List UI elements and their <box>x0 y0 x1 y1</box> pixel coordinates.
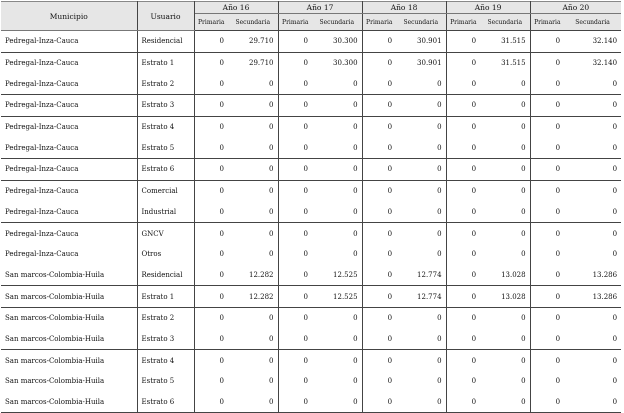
cell-municipio: San marcos-Colombia-Huila <box>5 270 105 279</box>
cell-secundaria: 30.901 <box>396 52 446 73</box>
header-secundaria: Secundaria <box>228 14 278 31</box>
cell-municipio: Pedregal-Inza-Cauca <box>5 250 79 259</box>
cell-primaria: 0 <box>194 95 228 117</box>
cell-primaria: 0 <box>530 244 564 265</box>
table-body <box>1 31 621 413</box>
cell-secundaria: 0 <box>269 79 274 88</box>
cell-secundaria: 0 <box>564 116 621 137</box>
cell-secundaria: 0 <box>396 116 446 137</box>
cell-secundaria: 12.525 <box>333 270 358 279</box>
table-row <box>1 265 621 286</box>
cell-secundaria: 0 <box>564 350 621 371</box>
cell-secundaria: 0 <box>564 392 621 413</box>
cell-primaria: 0 <box>278 202 312 223</box>
cell-secundaria: 30.300 <box>312 31 362 53</box>
cell-secundaria: 0 <box>564 307 621 328</box>
table-row <box>1 52 621 73</box>
header-usuario: Usuario <box>137 2 194 31</box>
table-row <box>1 307 621 328</box>
table-row <box>1 286 621 308</box>
cell-primaria: 0 <box>278 137 312 158</box>
cell-secundaria: 0 <box>312 116 362 137</box>
cell-usuario: Estrato 5 <box>137 137 194 158</box>
cell-primaria: 0 <box>362 350 396 371</box>
cell-secundaria: 0 <box>437 79 442 88</box>
cell-municipio: San marcos-Colombia-Huila <box>5 334 105 343</box>
cell-municipio: Pedregal-Inza-Cauca <box>1 52 137 73</box>
cell-secundaria: 0 <box>480 116 530 137</box>
header-year: Año 20 <box>530 2 621 14</box>
cell-municipio: San marcos-Colombia-Huila <box>5 377 105 386</box>
cell-secundaria: 0 <box>396 350 446 371</box>
cell-primaria: 0 <box>446 307 480 328</box>
cell-secundaria: 0 <box>437 207 442 216</box>
cell-primaria: 0 <box>194 52 228 73</box>
cell-secundaria: 32.140 <box>564 31 621 53</box>
cell-usuario: Residencial <box>137 31 194 53</box>
cell-usuario: Estrato 1 <box>137 52 194 73</box>
header-secundaria: Secundaria <box>396 14 446 31</box>
table-container <box>1 1 621 413</box>
cell-primaria: 0 <box>446 392 480 413</box>
cell-secundaria: 0 <box>437 250 442 259</box>
cell-secundaria: 0 <box>437 334 442 343</box>
cell-secundaria: 12.282 <box>228 286 278 308</box>
cell-municipio: San marcos-Colombia-Huila <box>1 286 137 308</box>
cell-secundaria: 0 <box>312 159 362 181</box>
cell-primaria: 0 <box>278 371 312 392</box>
header-year: Año 16 <box>194 2 278 14</box>
cell-usuario: Estrato 4 <box>137 350 194 371</box>
cell-primaria: 0 <box>362 202 396 223</box>
cell-primaria: 0 <box>446 137 480 158</box>
cell-primaria: 0 <box>278 31 312 53</box>
cell-secundaria: 0 <box>269 334 274 343</box>
cell-primaria: 0 <box>219 377 224 386</box>
cell-secundaria: 0 <box>269 143 274 152</box>
cell-primaria: 0 <box>278 73 312 94</box>
cell-secundaria: 32.140 <box>564 52 621 73</box>
cell-secundaria: 13.028 <box>501 270 526 279</box>
cell-municipio: San marcos-Colombia-Huila <box>1 392 137 413</box>
cell-primaria: 0 <box>362 244 396 265</box>
header-year: Año 18 <box>362 2 446 14</box>
header-primaria: Primaria <box>530 14 564 31</box>
cell-municipio: Pedregal-Inza-Cauca <box>5 207 79 216</box>
cell-primaria: 0 <box>194 307 228 328</box>
cell-secundaria: 0 <box>521 334 526 343</box>
cell-secundaria: 0 <box>396 95 446 117</box>
cell-primaria: 0 <box>278 350 312 371</box>
cell-secundaria: 0 <box>612 250 618 259</box>
cell-secundaria: 0 <box>612 334 618 343</box>
cell-primaria: 0 <box>278 223 312 244</box>
cell-primaria: 0 <box>278 244 312 265</box>
cell-primaria: 0 <box>446 31 480 53</box>
cell-secundaria: 0 <box>437 377 442 386</box>
cell-primaria: 0 <box>362 52 396 73</box>
cell-primaria: 0 <box>362 180 396 201</box>
cell-secundaria: 0 <box>228 223 278 244</box>
cell-secundaria: 30.901 <box>396 31 446 53</box>
cell-primaria: 0 <box>530 350 564 371</box>
cell-secundaria: 0 <box>312 95 362 117</box>
table-row <box>1 392 621 413</box>
cell-secundaria: 0 <box>564 95 621 117</box>
table-row <box>1 137 621 158</box>
cell-secundaria: 0 <box>612 207 618 216</box>
table-row <box>1 180 621 201</box>
cell-primaria: 0 <box>362 371 396 392</box>
cell-usuario: Estrato 2 <box>137 307 194 328</box>
header-year: Año 19 <box>446 2 530 14</box>
cell-primaria: 0 <box>362 265 396 286</box>
cell-secundaria: 0 <box>312 180 362 201</box>
cell-primaria: 0 <box>362 95 396 117</box>
cell-usuario: Otros <box>137 244 194 265</box>
cell-usuario: Estrato 5 <box>137 371 194 392</box>
cell-primaria: 0 <box>278 95 312 117</box>
cell-secundaria: 0 <box>612 377 618 386</box>
data-table <box>1 1 621 413</box>
cell-primaria: 0 <box>530 223 564 244</box>
cell-secundaria: 0 <box>353 207 358 216</box>
cell-usuario: Estrato 6 <box>137 392 194 413</box>
cell-primaria: 0 <box>446 286 480 308</box>
cell-secundaria: 0 <box>269 207 274 216</box>
cell-primaria: 0 <box>530 52 564 73</box>
header-municipio: Municipio <box>1 2 137 31</box>
cell-secundaria: 29.710 <box>228 52 278 73</box>
cell-secundaria: 12.774 <box>417 270 442 279</box>
cell-primaria: 0 <box>219 143 224 152</box>
cell-secundaria: 0 <box>269 250 274 259</box>
cell-secundaria: 0 <box>396 223 446 244</box>
cell-secundaria: 0 <box>228 159 278 181</box>
cell-primaria: 0 <box>446 350 480 371</box>
cell-primaria: 0 <box>362 223 396 244</box>
cell-primaria: 0 <box>530 307 564 328</box>
cell-primaria: 0 <box>194 159 228 181</box>
cell-primaria: 0 <box>446 223 480 244</box>
cell-primaria: 0 <box>530 202 564 223</box>
cell-secundaria: 0 <box>312 350 362 371</box>
cell-usuario: Estrato 3 <box>137 95 194 117</box>
cell-primaria: 0 <box>530 31 564 53</box>
cell-primaria: 0 <box>446 244 480 265</box>
cell-usuario: Estrato 6 <box>137 159 194 181</box>
cell-secundaria: 0 <box>480 307 530 328</box>
cell-usuario: Estrato 4 <box>137 116 194 137</box>
cell-secundaria: 0 <box>228 392 278 413</box>
cell-primaria: 0 <box>446 159 480 181</box>
header-primaria: Primaria <box>362 14 396 31</box>
cell-municipio: Pedregal-Inza-Cauca <box>1 223 137 244</box>
cell-secundaria: 0 <box>480 392 530 413</box>
cell-primaria: 0 <box>446 180 480 201</box>
cell-municipio: Pedregal-Inza-Cauca <box>1 95 137 117</box>
cell-primaria: 0 <box>219 79 224 88</box>
cell-primaria: 0 <box>530 159 564 181</box>
cell-secundaria: 13.286 <box>592 270 618 279</box>
cell-primaria: 0 <box>446 95 480 117</box>
cell-primaria: 0 <box>278 329 312 350</box>
cell-secundaria: 13.286 <box>564 286 621 308</box>
cell-primaria: 0 <box>194 350 228 371</box>
cell-primaria: 0 <box>446 202 480 223</box>
header-year: Año 17 <box>278 2 362 14</box>
cell-secundaria: 0 <box>521 79 526 88</box>
cell-secundaria: 0 <box>353 334 358 343</box>
cell-secundaria: 0 <box>396 159 446 181</box>
cell-secundaria: 0 <box>480 159 530 181</box>
cell-secundaria: 0 <box>564 159 621 181</box>
cell-secundaria: 0 <box>480 180 530 201</box>
table-row <box>1 223 621 244</box>
cell-primaria: 0 <box>446 329 480 350</box>
cell-primaria: 0 <box>362 159 396 181</box>
cell-primaria: 0 <box>362 329 396 350</box>
table-row <box>1 244 621 265</box>
cell-primaria: 0 <box>278 286 312 308</box>
cell-primaria: 0 <box>362 116 396 137</box>
table-header <box>1 2 621 31</box>
cell-primaria: 0 <box>278 52 312 73</box>
cell-primaria: 0 <box>446 371 480 392</box>
header-primaria: Primaria <box>278 14 312 31</box>
cell-secundaria: 31.515 <box>480 31 530 53</box>
table-row <box>1 350 621 371</box>
cell-usuario: GNCV <box>137 223 194 244</box>
cell-primaria: 0 <box>530 371 564 392</box>
cell-municipio: Pedregal-Inza-Cauca <box>1 159 137 181</box>
table-row <box>1 73 621 94</box>
cell-secundaria: 0 <box>612 143 618 152</box>
cell-secundaria: 12.525 <box>312 286 362 308</box>
cell-primaria: 0 <box>278 116 312 137</box>
table-row <box>1 95 621 117</box>
cell-secundaria: 0 <box>353 377 358 386</box>
cell-municipio: Pedregal-Inza-Cauca <box>1 180 137 201</box>
cell-secundaria: 0 <box>228 95 278 117</box>
cell-secundaria: 0 <box>612 79 618 88</box>
cell-usuario: Estrato 1 <box>137 286 194 308</box>
cell-usuario: Estrato 3 <box>137 329 194 350</box>
cell-secundaria: 31.515 <box>480 52 530 73</box>
cell-primaria: 0 <box>194 180 228 201</box>
cell-primaria: 0 <box>219 334 224 343</box>
cell-secundaria: 0 <box>396 392 446 413</box>
cell-secundaria: 0 <box>312 307 362 328</box>
cell-secundaria: 0 <box>312 223 362 244</box>
table-row <box>1 329 621 350</box>
cell-secundaria: 0 <box>312 392 362 413</box>
cell-secundaria: 0 <box>353 250 358 259</box>
cell-primaria: 0 <box>194 286 228 308</box>
cell-primaria: 0 <box>219 270 224 279</box>
cell-primaria: 0 <box>446 52 480 73</box>
cell-primaria: 0 <box>530 265 564 286</box>
cell-primaria: 0 <box>362 392 396 413</box>
table-row <box>1 116 621 137</box>
cell-primaria: 0 <box>194 392 228 413</box>
cell-secundaria: 0 <box>228 180 278 201</box>
table-row <box>1 202 621 223</box>
cell-secundaria: 0 <box>437 143 442 152</box>
cell-municipio: Pedregal-Inza-Cauca <box>5 79 79 88</box>
cell-secundaria: 0 <box>269 377 274 386</box>
header-secundaria: Secundaria <box>480 14 530 31</box>
cell-secundaria: 0 <box>564 223 621 244</box>
cell-primaria: 0 <box>278 265 312 286</box>
cell-secundaria: 30.300 <box>312 52 362 73</box>
cell-primaria: 0 <box>219 207 224 216</box>
cell-secundaria: 0 <box>521 250 526 259</box>
cell-secundaria: 29.710 <box>228 31 278 53</box>
cell-primaria: 0 <box>278 392 312 413</box>
cell-primaria: 0 <box>362 31 396 53</box>
header-secundaria: Secundaria <box>312 14 362 31</box>
cell-secundaria: 0 <box>228 350 278 371</box>
cell-primaria: 0 <box>194 31 228 53</box>
cell-usuario: Industrial <box>137 202 194 223</box>
cell-secundaria: 0 <box>480 350 530 371</box>
cell-usuario: Comercial <box>137 180 194 201</box>
cell-secundaria: 0 <box>396 307 446 328</box>
cell-primaria: 0 <box>362 307 396 328</box>
cell-secundaria: 0 <box>228 116 278 137</box>
cell-primaria: 0 <box>278 307 312 328</box>
cell-secundaria: 0 <box>480 95 530 117</box>
header-primaria: Primaria <box>194 14 228 31</box>
cell-secundaria: 0 <box>521 377 526 386</box>
cell-municipio: Pedregal-Inza-Cauca <box>5 143 79 152</box>
cell-primaria: 0 <box>530 95 564 117</box>
cell-secundaria: 12.282 <box>249 270 274 279</box>
cell-primaria: 0 <box>530 180 564 201</box>
cell-secundaria: 13.028 <box>480 286 530 308</box>
cell-primaria: 0 <box>278 180 312 201</box>
cell-secundaria: 0 <box>521 207 526 216</box>
cell-primaria: 0 <box>530 392 564 413</box>
header-primaria: Primaria <box>446 14 480 31</box>
cell-primaria: 0 <box>446 73 480 94</box>
cell-usuario: Residencial <box>137 265 194 286</box>
cell-usuario: Estrato 2 <box>137 73 194 94</box>
cell-primaria: 0 <box>362 137 396 158</box>
cell-primaria: 0 <box>530 286 564 308</box>
cell-primaria: 0 <box>362 286 396 308</box>
cell-municipio: San marcos-Colombia-Huila <box>1 350 137 371</box>
cell-primaria: 0 <box>530 116 564 137</box>
cell-primaria: 0 <box>530 137 564 158</box>
cell-primaria: 0 <box>219 250 224 259</box>
cell-primaria: 0 <box>278 159 312 181</box>
cell-secundaria: 0 <box>353 79 358 88</box>
cell-primaria: 0 <box>446 116 480 137</box>
cell-primaria: 0 <box>446 265 480 286</box>
cell-municipio: Pedregal-Inza-Cauca <box>1 116 137 137</box>
cell-primaria: 0 <box>530 73 564 94</box>
table-row <box>1 31 621 53</box>
cell-primaria: 0 <box>530 329 564 350</box>
header-secundaria: Secundaria <box>564 14 621 31</box>
cell-primaria: 0 <box>194 223 228 244</box>
cell-primaria: 0 <box>362 73 396 94</box>
cell-secundaria: 0 <box>228 307 278 328</box>
table-row <box>1 371 621 392</box>
cell-secundaria: 0 <box>396 180 446 201</box>
cell-secundaria: 12.774 <box>396 286 446 308</box>
table-row <box>1 159 621 181</box>
cell-secundaria: 0 <box>353 143 358 152</box>
cell-primaria: 0 <box>194 116 228 137</box>
cell-secundaria: 0 <box>521 143 526 152</box>
cell-municipio: San marcos-Colombia-Huila <box>1 307 137 328</box>
cell-secundaria: 0 <box>480 223 530 244</box>
cell-municipio: Pedregal-Inza-Cauca <box>1 31 137 53</box>
cell-secundaria: 0 <box>564 180 621 201</box>
